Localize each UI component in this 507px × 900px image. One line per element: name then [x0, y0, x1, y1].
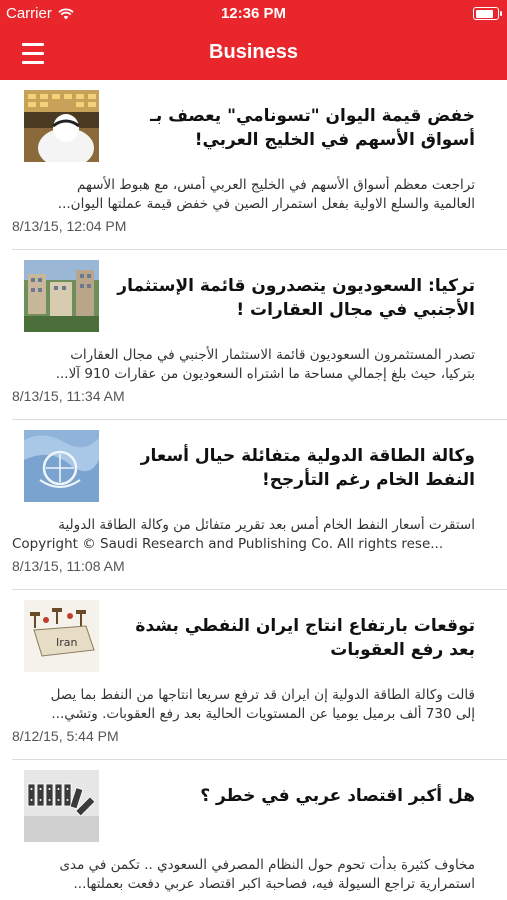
article-headline[interactable]: وكالة الطاقة الدولية متفائلة حيال أسعار النفط الخام رغم التأرجح!: [140, 446, 475, 490]
article-headline[interactable]: توقعات بارتفاع انتاج ايران النفطي بشدة بعد رفع العقوبات: [135, 616, 475, 660]
article-item[interactable]: [0, 420, 507, 590]
carrier-label: Carrier: [6, 5, 52, 22]
article-item[interactable]: [0, 590, 507, 760]
article-summary: قالت وكالة الطاقة الدولية إن ايران قد ترفع سريعا انتاجها من النفط بما يصل إلى 730 ألف برميل يوميا عن المستويات الحالية بعد رفع العقوبات. وتشي...: [50, 687, 475, 722]
article-timestamp: 8/13/15, 11:34 AM: [12, 388, 125, 404]
status-bar: [0, 0, 507, 28]
page-title: Business: [209, 41, 298, 63]
article-thumbnail: [24, 770, 99, 842]
article-item[interactable]: [0, 250, 507, 420]
article-thumbnail: [24, 90, 99, 162]
article-timestamp: 8/13/15, 12:04 PM: [12, 218, 127, 234]
article-summary: مخاوف كثيرة بدأت تحوم حول النظام المصرفي السعودي .. تكمن في مدى استمرارية تراجع السيولة فيه، فصاحبة اكبر اقتصاد عربي دفعت بعملتها...: [59, 857, 475, 892]
navigation-bar: [0, 28, 507, 80]
news-feed: [0, 80, 507, 900]
battery-icon: [473, 7, 499, 20]
article-summary: استقرت أسعار النفط الخام أمس بعد تقرير متفائل من وكالة الطاقة الدولية Copyright © Saudi Research and Publishing Co. All rights rese...: [12, 517, 475, 552]
article-headline[interactable]: تركيا: السعوديون يتصدرون قائمة الإستثمار الأجنبي في مجال العقارات !: [117, 276, 475, 320]
article-summary: تصدر المستثمرون السعوديون قائمة الاستثمار الأجنبي في مجال العقارات بتركيا، حيث بلغ إجمالي مساحة ما اشتراه السعوديون من عقارات 910 آلا...: [55, 347, 475, 382]
article-summary: تراجعت معظم أسواق الأسهم في الخليج العربي أمس، مع هبوط الأسهم العالمية والسلع الاولية بفعل استمرار الصين في خفض قيمة عملتها اليوان...: [57, 177, 475, 212]
article-timestamp: 8/12/15, 5:44 PM: [12, 728, 119, 744]
article-thumbnail: [24, 430, 99, 502]
article-headline[interactable]: هل أكبر اقتصاد عربي في خطر ؟: [200, 786, 475, 806]
article-thumbnail: [24, 260, 99, 332]
battery-fill: [476, 10, 494, 18]
article-item[interactable]: [0, 80, 507, 250]
article-thumbnail: [24, 600, 99, 672]
article-timestamp: 8/13/15, 11:08 AM: [12, 558, 125, 574]
article-item[interactable]: [0, 760, 507, 900]
svg-text:Iran: Iran: [56, 636, 78, 649]
clock: 12:36 PM: [220, 5, 287, 22]
article-headline[interactable]: خفض قيمة اليوان "تسونامي" يعصف بـ أسواق الأسهم في الخليج العربي!: [150, 106, 475, 150]
